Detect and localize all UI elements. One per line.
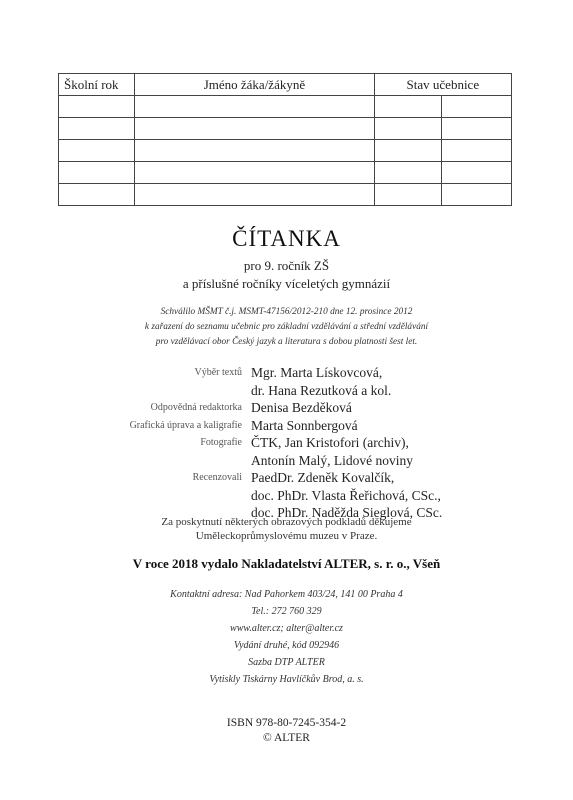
table-cell bbox=[59, 140, 135, 162]
table-cell bbox=[135, 184, 375, 206]
credit-role: Výběr textů bbox=[194, 367, 242, 378]
table-cell bbox=[441, 118, 511, 140]
table-cell bbox=[135, 140, 375, 162]
table-cell bbox=[135, 162, 375, 184]
table-row bbox=[59, 140, 512, 162]
approval-line: pro vzdělávací obor Český jazyk a literatura s dobou platnosti šest let. bbox=[155, 337, 418, 347]
table-cell bbox=[374, 118, 441, 140]
printer: Vytiskly Tiskárny Havlíčkův Brod, a. s. bbox=[209, 674, 364, 685]
credit-role: Fotografie bbox=[200, 437, 242, 448]
table-row bbox=[59, 162, 512, 184]
credits-list bbox=[80, 364, 520, 522]
credit-name: PaedDr. Zdeněk Kovalčík, bbox=[251, 470, 395, 485]
register-header-row bbox=[59, 74, 512, 96]
table-cell bbox=[135, 118, 375, 140]
credit-name: ČTK, Jan Kristofori (archiv), bbox=[251, 435, 409, 450]
approval-line: Schválilo MŠMT č.j. MSMT-47156/2012-210 dne 12. prosince 2012 bbox=[160, 307, 413, 317]
header-book-condition: Stav učebnice bbox=[374, 74, 511, 96]
credit-row bbox=[80, 469, 520, 522]
table-cell bbox=[374, 184, 441, 206]
isbn: ISBN 978-80-7245-354-2 bbox=[226, 717, 347, 729]
credit-names bbox=[251, 364, 520, 399]
credit-row bbox=[80, 399, 520, 417]
table-cell bbox=[135, 96, 375, 118]
table-cell bbox=[441, 162, 511, 184]
contact-phone: Tel.: 272 760 329 bbox=[251, 606, 322, 617]
credit-names bbox=[251, 417, 520, 435]
approval-line: k zařazení do seznamu učebnic pro základní vzdělávání a střední vzdělávání bbox=[144, 322, 429, 332]
header-school-year: Školní rok bbox=[59, 74, 135, 96]
contact-web-email: www.alter.cz; alter@alter.cz bbox=[230, 623, 343, 634]
publisher-line: V roce 2018 vydalo Nakladatelství ALTER, s. r. o., Všeň bbox=[132, 556, 441, 571]
header-student-name: Jméno žáka/žákyně bbox=[135, 74, 375, 96]
credit-name: dr. Hana Rezutková a kol. bbox=[251, 382, 392, 398]
credit-row bbox=[80, 417, 520, 435]
table-cell bbox=[374, 140, 441, 162]
credit-name: Marta Sonnbergová bbox=[251, 417, 358, 433]
book-subtitle-gymnasia: a příslušné ročníky víceletých gymnázií bbox=[182, 276, 391, 291]
credit-name: Mgr. Marta Lískovcová, bbox=[251, 365, 383, 380]
credit-role: Recenzovali bbox=[192, 472, 242, 483]
table-row bbox=[59, 184, 512, 206]
credit-name: doc. PhDr. Naděžda Sieglová, CSc. bbox=[251, 505, 443, 520]
acknowledgement bbox=[0, 515, 573, 543]
table-cell bbox=[374, 162, 441, 184]
credit-row bbox=[80, 434, 520, 469]
contact-address: Kontaktní adresa: Nad Pahorkem 403/24, 141 00 Praha 4 bbox=[170, 589, 403, 600]
credit-role: Grafická úprava a kaligrafie bbox=[129, 419, 242, 431]
credit-name: doc. PhDr. Vlasta Řeřichová, CSc., bbox=[251, 487, 441, 503]
table-cell bbox=[441, 96, 511, 118]
table-cell bbox=[59, 184, 135, 206]
copyright: © ALTER bbox=[263, 732, 310, 744]
credit-names bbox=[251, 469, 520, 522]
book-subtitle-grade: pro 9. ročník ZŠ bbox=[243, 258, 330, 273]
book-register-table bbox=[58, 73, 512, 206]
table-row bbox=[59, 118, 512, 140]
table-cell bbox=[441, 184, 511, 206]
table-cell bbox=[374, 96, 441, 118]
contact-block bbox=[0, 586, 573, 688]
typesetting: Sazba DTP ALTER bbox=[248, 657, 325, 668]
table-cell bbox=[59, 118, 135, 140]
table-cell bbox=[59, 96, 135, 118]
table-cell bbox=[441, 140, 511, 162]
book-title: ČÍTANKA bbox=[232, 226, 341, 251]
edition-code: Vydání druhé, kód 092946 bbox=[233, 640, 340, 651]
credit-role: Odpovědná redaktorka bbox=[150, 402, 242, 413]
table-row bbox=[59, 96, 512, 118]
credit-row bbox=[80, 364, 520, 399]
acknowledgement-line: Za poskytnutí některých obrazových podkladů děkujeme bbox=[161, 516, 412, 528]
isbn-block bbox=[0, 716, 573, 746]
credit-names bbox=[251, 399, 520, 417]
table-cell bbox=[59, 162, 135, 184]
acknowledgement-line: Uměleckoprůmyslovému muzeu v Praze. bbox=[195, 530, 378, 542]
ministry-approval bbox=[0, 305, 573, 350]
credit-name: Denisa Bezděková bbox=[251, 400, 352, 415]
credit-name: Antonín Malý, Lidové noviny bbox=[251, 452, 413, 468]
credit-names bbox=[251, 434, 520, 469]
register-body bbox=[59, 96, 512, 206]
